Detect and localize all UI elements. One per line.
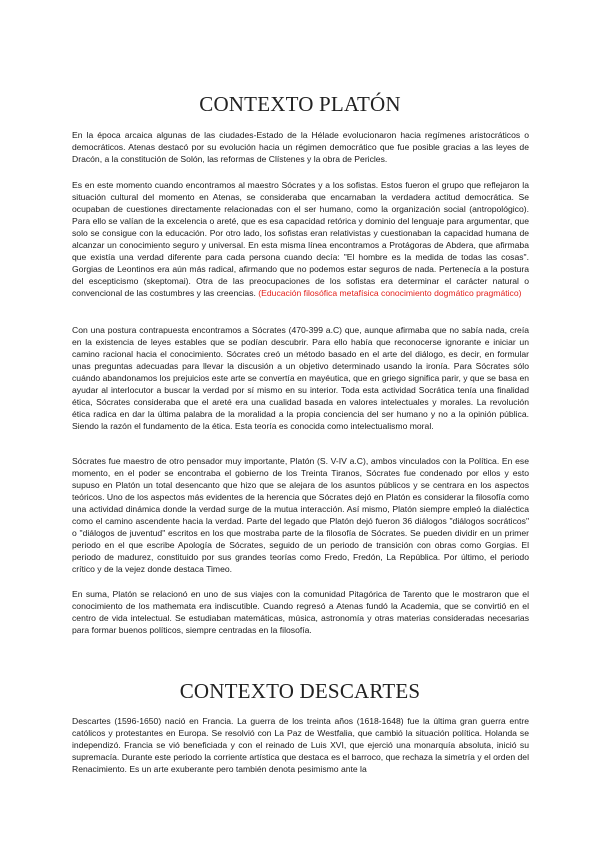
paragraph-platon-2-text: Es en este momento cuando encontramos al maestro Sócrates y a los sofistas. Estos fueron el grupo que reflejaron la situación cultural del momento en Atenas, se consideraba que encarnaban la verdadera actitud democrática. Se ocupaban de cuestiones directamente relacionadas con el ser humano, como la organización social (antropológico). Para ello se valían de la excelencia o areté, que es esa capacidad retórica y dominio del lenguaje para argumentar, que solo se consigue con la educación. Por otro lado, los sofistas eran relativistas y cuestionaban la capacidad humana de alcanzar un conocimiento seguro y universal. En esta misma línea encontramos a Protágoras de Abdera, que afirmaba que existía una verdad diferente para cada persona cuando decía: "El hombre es la medida de todas las cosas". Gorgias de Leontinos era aún más radical, afirmando que no podemos estar seguros de nada. Pertenecía a la postura del escepticismo (skeptomai). Otra de las preocupaciones de los sofistas era determinar el carácter natural o convencional de las costumbres y las creencias. xyxy=(72,180,529,298)
section-title-platon: CONTEXTO PLATÓN xyxy=(199,92,401,116)
highlighted-note: (Educación filosófica metafísica conocimiento dogmático pragmático) xyxy=(258,287,522,298)
paragraph-platon-2 xyxy=(72,180,529,300)
paragraph-platon-3: Con una postura contrapuesta encontramos a Sócrates (470-399 a.C) que, aunque afirmaba que no sabía nada, creía en la existencia de leyes estables que se podían descubrir. Para ello había que reconocerse ignorante e iniciar un camino racional hacia el conocimiento. Sócrates creó un método basado en el arte del diálogo, es decir, en formular unas preguntas adecuadas para llevar la discusión a un objetivo determinado usando la ironía. Para Sócrates sólo cuándo abandonamos los prejuicios este arte se convertía en mayéutica, que en griego significa parir, y que se basa en ayudar al interlocutor a buscar la verdad por sí mismo en su interior. Toda esta actividad Socrática tenía una finalidad ética, Sócrates consideraba que el areté era una cualidad basada en valores intelectuales y morales. La revolución ética radica en dar la última palabra de la moralidad a la propia conciencia del ser humano y no a la opinión pública. Siendo la razón el fundamento de la ética. Esta teoría es conocida como intelectualismo moral. xyxy=(72,325,529,431)
paragraph-platon-5: En suma, Platón se relacionó en uno de sus viajes con la comunidad Pitagórica de Tarento que le mostraron que el conocimiento de los mathemata era indiscutible. Cuando regresó a Atenas fundó la Academia, que se convirtió en el centro de vida intelectual. Se estudiaban matemáticas, música, astronomía y otras materias consideradas necesarias para formar buenos políticos, siempre centradas en la filosofía. xyxy=(72,589,529,635)
paragraph-platon-1: En la época arcaica algunas de las ciudades-Estado de la Hélade evolucionaron hacia regímenes aristocráticos o democráticos. Atenas destacó por su evolución hacia un régimen democrático que fue posible gracias a las leyes de Dracón, a la constitución de Solón, las reformas de Clístenes y la obra de Pericles. xyxy=(72,130,529,164)
section-title-descartes: CONTEXTO DESCARTES xyxy=(179,679,421,703)
paragraph-descartes-1: Descartes (1596-1650) nació en Francia. La guerra de los treinta años (1618-1648) fue la última gran guerra entre católicos y protestantes en Europa. Se resolvió con La Paz de Westfalia, que cambió la situación política. Holanda se independizó. Francia se vió beneficiada y con el reinado de Luis XVI, que ejerció una monarquía absoluta, inició su supremacía. Durante este periodo la corriente artística que destaca es el barroco, que rechaza la simetría y el orden del Renacimiento. Es un arte exuberante pero también denota pesimismo ante la xyxy=(72,716,529,774)
paragraph-platon-4: Sócrates fue maestro de otro pensador muy importante, Platón (S. V-IV a.C), ambos vinculados con la Política. En ese momento, en el poder se encontraba el gobierno de los Treinta Tiranos, Sócrates fue condenado por ellos y esto supuso en Platón un total desencanto que hizo que se alejara de los asuntos públicos y se centrara en los aspectos teóricos. Uno de los aspectos más evidentes de la herencia que Sócrates dejó en Platón es considerar la filosofía como una actividad dinámica donde la verdad surge de la mutua interacción. Así mismo, Platón siempre empleó la dialéctica como el camino ascendente hacia la verdad. Parte del legado que Platón dejó fueron 36 diálogos "diálogos socráticos" o "diálogos de juventud" escritos en los que mostraba parte de la filosofía de Sócrates. Se pueden dividir en un primer periodo en el que escribe Apología de Sócrates, seguido de un periodo de transición con obras como Gorgias. El periodo de madurez, constituido por sus grandes teorías como Fredo, Fredón, La República. Por último, el periodo crítico y de la vejez donde destaca Timeo. xyxy=(72,456,529,574)
